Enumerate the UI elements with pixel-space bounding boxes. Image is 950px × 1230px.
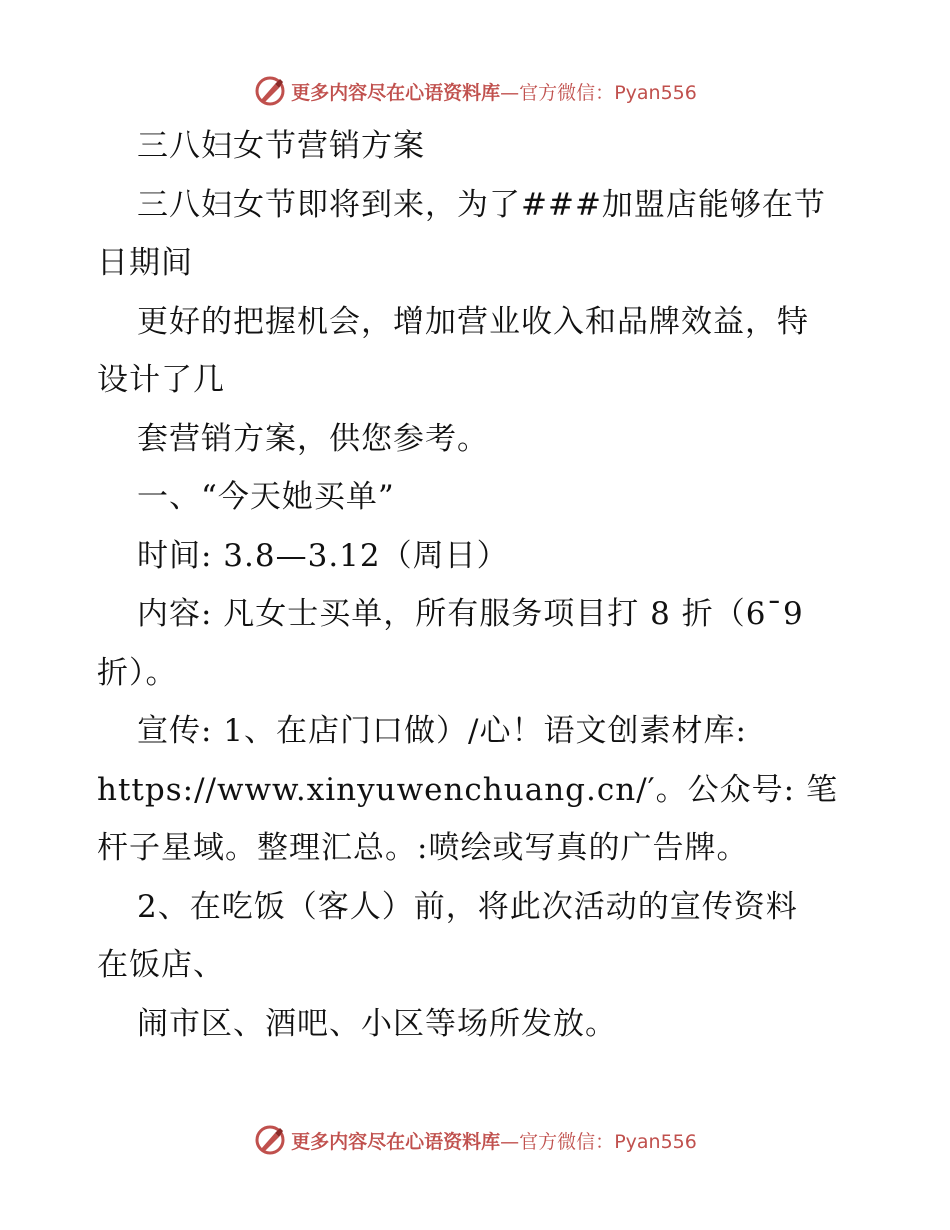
banner-text [291,78,697,105]
banner-wechat-id: Pyan556 [614,81,697,104]
paragraph-line: 宣传: 1、在店门口做）/心！语文创素材库: [137,713,747,749]
banner-separator: — [500,1130,520,1153]
paragraph-line: 2、在吃饭（客人）前，将此次活动的宣传资料 [137,889,798,925]
banner-main-text: 更多内容尽在心语资料库 [291,81,501,104]
paragraph-line: https://www.xinyuwenchuang.cn/′。公众号: 笔 [97,772,838,808]
paragraph-line: 杆子星域。整理汇总。:喷绘或写真的广告牌。 [97,830,749,866]
paragraph-line: 套营销方案，供您参考。 [137,421,489,457]
banner-wechat-label: 官方微信： [519,1130,615,1153]
document-title: 三八妇女节营销方案 [137,128,425,164]
paragraph-line: 折）。 [97,655,178,691]
banner-separator: — [500,81,520,104]
banner-wechat-label: 官方微信： [519,81,615,104]
banner-wechat-id: Pyan556 [614,1130,697,1153]
paragraph-line: 日期间 [97,245,193,281]
paragraph-line: 在饭店、 [97,947,225,983]
paragraph-line: 更好的把握机会，增加营业收入和品牌效益，特 [137,304,809,340]
footer-banner [0,1120,950,1160]
pen-nib-logo-icon [253,74,287,108]
banner-text [291,1127,697,1154]
banner-main-text: 更多内容尽在心语资料库 [291,1130,501,1153]
pen-nib-logo-icon [253,1123,287,1157]
paragraph-line: 三八妇女节即将到来，为了###加盟店能够在节 [137,187,826,223]
header-banner [0,71,950,111]
paragraph-line: 设计了几 [97,362,225,398]
paragraph-line: 时间: 3.8—3.12（周日） [137,538,509,574]
paragraph-line: 闹市区、酒吧、小区等场所发放。 [137,1006,617,1042]
section-heading: 一、“今天她买单” [137,479,395,515]
paragraph-line: 内容: 凡女士买单，所有服务项目打 8 折（6¯9 [137,596,804,632]
